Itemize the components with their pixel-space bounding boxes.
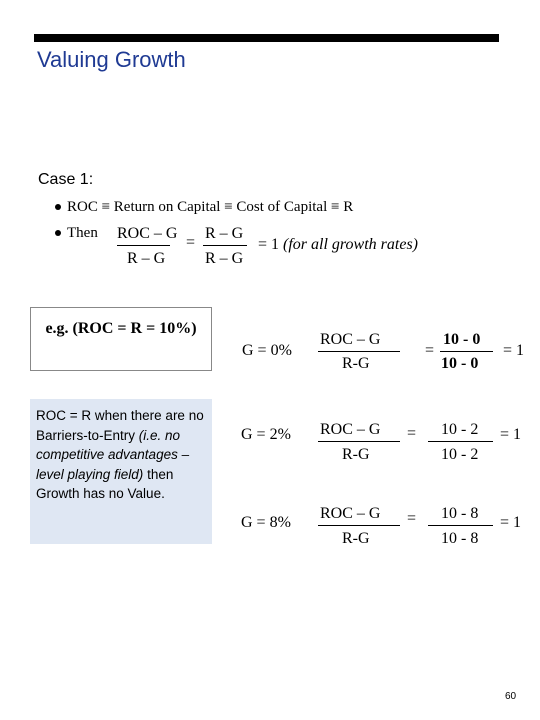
- page-number: 60: [505, 691, 517, 702]
- bullet-roc-definition: [55, 199, 353, 216]
- fraction-1-bar: [117, 245, 170, 246]
- row0-result: = 1: [503, 342, 525, 359]
- bullet-dot-icon: [55, 204, 61, 210]
- note-text: [36, 406, 208, 504]
- row1-fraction-bar: [318, 441, 400, 442]
- row1-denominator: R-G: [342, 446, 370, 463]
- bullet-then-prefix: Then: [67, 225, 98, 241]
- fraction-1-denominator: R – G: [127, 250, 166, 267]
- row0-denominator: R-G: [342, 355, 370, 372]
- row1-value-bar: [428, 441, 493, 442]
- row2-value-bar: [428, 525, 493, 526]
- row1-equals: =: [407, 425, 417, 442]
- fraction-1-numerator: ROC – G: [117, 225, 178, 242]
- fraction-2-bar: [203, 245, 247, 246]
- note-part1: ROC = R when there are no Barriers-to-Entry: [36, 408, 204, 443]
- example-label: e.g. (ROC = R = 10%): [45, 320, 197, 337]
- row2-numerator-values: 10 - 8: [441, 505, 479, 522]
- case-label: Case 1:: [38, 171, 94, 188]
- title-bar-rule: [34, 34, 499, 42]
- row1-numerator: ROC – G: [320, 421, 381, 438]
- g-label-8: G = 8%: [241, 514, 291, 531]
- row0-value-bar: [440, 351, 493, 352]
- result-value: = 1: [258, 236, 280, 253]
- result-qualifier: (for all growth rates): [283, 236, 418, 253]
- row2-equals: =: [407, 510, 417, 527]
- row1-numerator-values: 10 - 2: [441, 421, 479, 438]
- note-part2: then Growth has no Value.: [36, 466, 174, 501]
- g-label-0: G = 0%: [242, 342, 292, 359]
- row0-numerator-values: 10 - 0: [443, 331, 481, 348]
- bullet-text: ROC ≡ Return on Capital ≡ Cost of Capital ≡ R: [67, 199, 354, 215]
- row2-result: = 1: [500, 514, 522, 531]
- bullet-then: [55, 225, 98, 242]
- row0-equals: =: [425, 342, 435, 359]
- equals-sign: =: [186, 234, 196, 251]
- note-italic: (i.e. no competitive advantages – level playing field): [36, 427, 190, 482]
- g-label-2: G = 2%: [241, 426, 291, 443]
- page-title: Valuing Growth: [37, 47, 186, 72]
- row0-denominator-values: 10 - 0: [441, 355, 479, 372]
- row0-numerator: ROC – G: [320, 331, 381, 348]
- result-equals-one: [258, 236, 418, 254]
- row2-numerator: ROC – G: [320, 505, 381, 522]
- fraction-2-numerator: R – G: [205, 225, 244, 242]
- row0-fraction-bar: [318, 351, 400, 352]
- row2-fraction-bar: [318, 525, 400, 526]
- row2-denominator-values: 10 - 8: [441, 530, 479, 547]
- row2-denominator: R-G: [342, 530, 370, 547]
- row1-denominator-values: 10 - 2: [441, 446, 479, 463]
- bullet-dot-icon: [55, 230, 61, 236]
- fraction-2-denominator: R – G: [205, 250, 244, 267]
- row1-result: = 1: [500, 426, 522, 443]
